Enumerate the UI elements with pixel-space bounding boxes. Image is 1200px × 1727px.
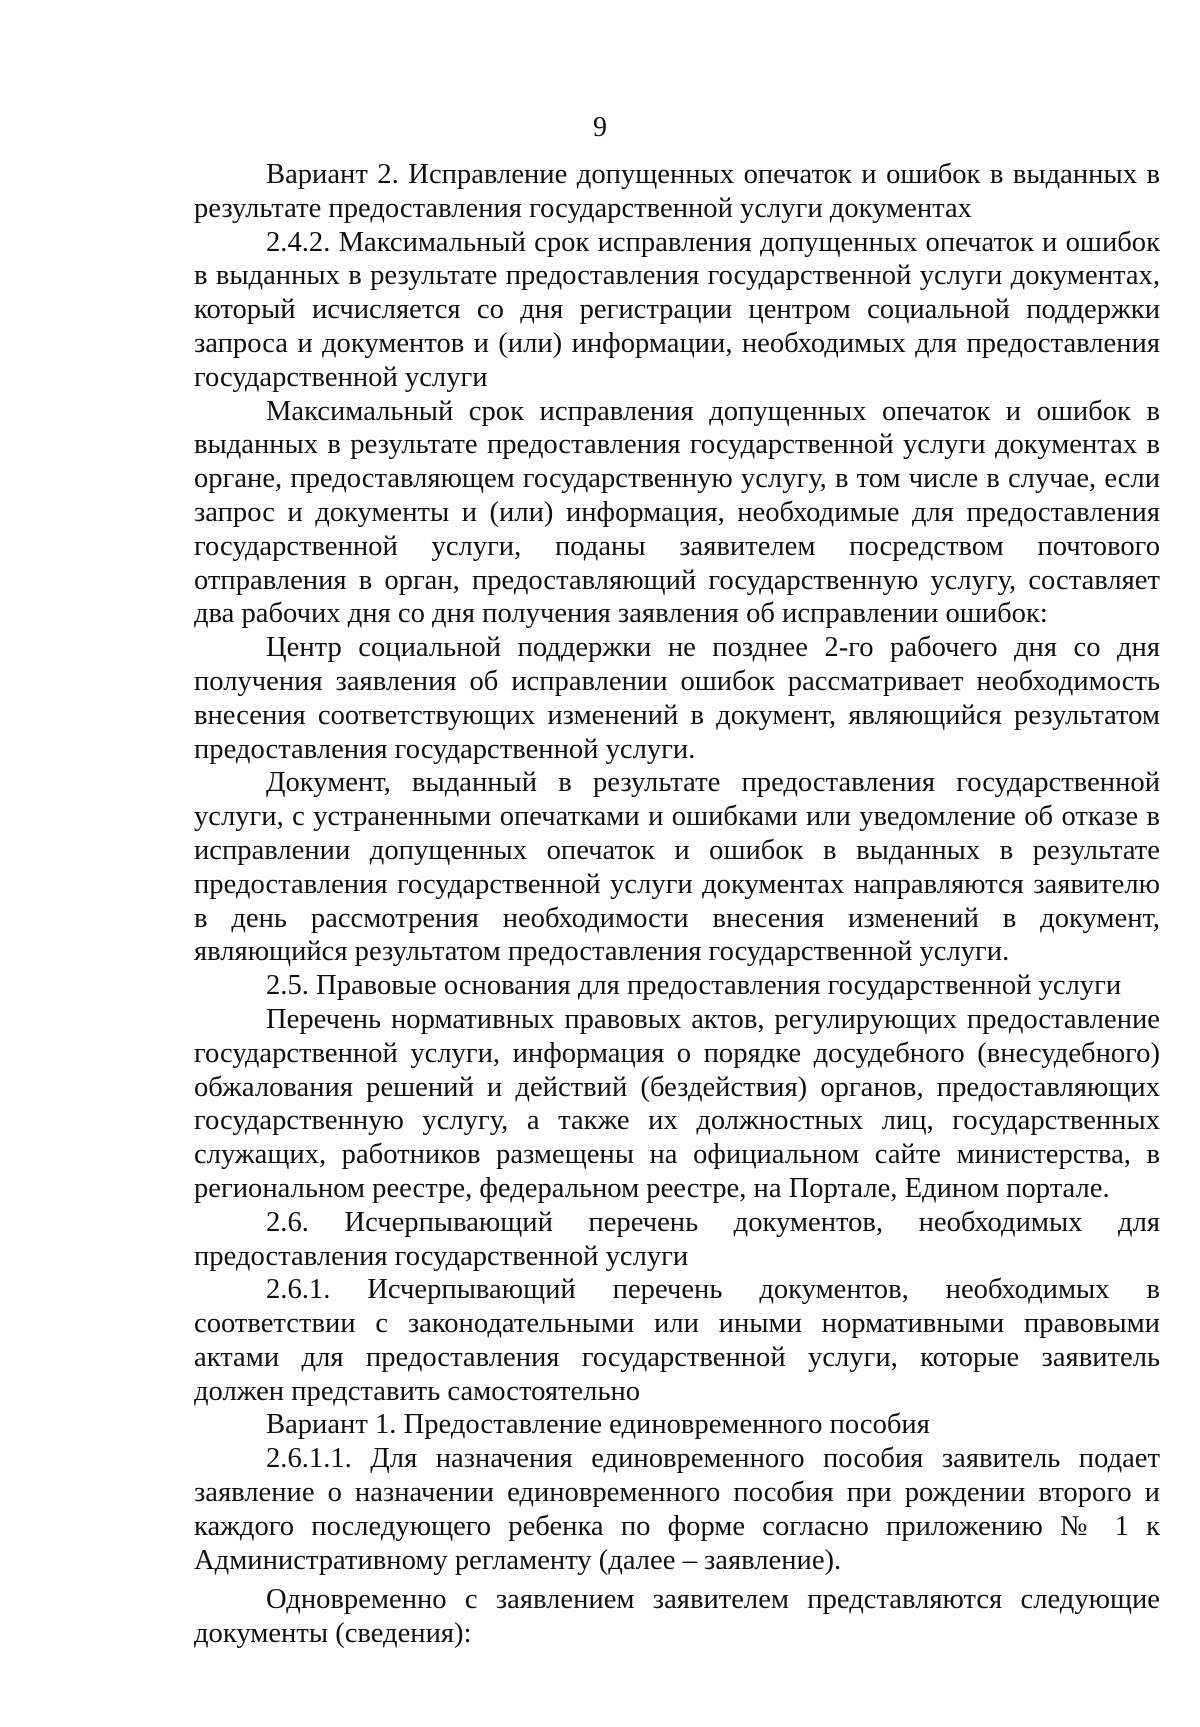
paragraph-legal-acts: Перечень нормативных правовых актов, регулирующих предоставление государственной услуги, информация о порядке досудебного (внесудебного) обжалования решений и действий (бездействия) органов, предоставляющих государственную услугу, а также их должностных лиц, государственных служащих, работников размещены на официальном сайте министерства, в региональном реестре, федеральном реестре, на Портале, Едином портале.	[194, 1003, 1160, 1204]
paragraph-documents-list-intro: Одновременно с заявлением заявителем представляются следующие документы (сведения):	[194, 1584, 1160, 1650]
paragraph-variant-1-heading: Вариант 1. Предоставление единовременного пособия	[266, 1409, 930, 1441]
paragraph-2-6-heading: 2.6. Исчерпывающий перечень документов, необходимых для предоставления государственной услуги	[194, 1206, 1160, 1272]
paragraph-2-6-1-1: 2.6.1.1. Для назначения единовременного пособия заявитель подает заявление о назначении единовременного пособия при рождении второго и каждого последующего ребенка по форме согласно приложению № 1 к Административному регламенту (далее – заявление).	[194, 1443, 1160, 1576]
paragraph-max-term: Максимальный срок исправления допущенных опечаток и ошибок в выданных в результате предоставления государственной услуги документах в органе, предоставляющем государственную услугу, в том числе в случае, если запрос и документы и (или) информация, необходимые для предоставления государственной услуги, поданы заявителем посредством почтового отправления в орган, предоставляющий государственную услугу, составляет два рабочих дня со дня получения заявления об исправлении ошибок:	[194, 395, 1160, 630]
document-body	[194, 158, 1160, 1651]
page-number: 9	[593, 112, 607, 143]
paragraph-support-center: Центр социальной поддержки не позднее 2-го рабочего дня со дня получения заявления об исправлении ошибок рассматривает необходимость внесения соответствующих изменений в документ, являющийся результатом предоставления государственной услуги.	[194, 632, 1160, 765]
paragraph-issued-document: Документ, выданный в результате предоставления государственной услуги, с устраненными опечатками и ошибками или уведомление об отказе в исправлении допущенных опечаток и ошибок в выданных в результате предоставления государственной услуги документах направляются заявителю в день рассмотрения необходимости внесения изменений в документ, являющийся результатом предоставления государственной услуги.	[194, 767, 1160, 968]
paragraph-2-6-1: 2.6.1. Исчерпывающий перечень документов, необходимых в соответствии с законодательными или иными нормативными правовыми актами для предоставления государственной услуги, которые заявитель должен представить самостоятельно	[194, 1274, 1160, 1407]
paragraph-2-5-heading: 2.5. Правовые основания для предоставления государственной услуги	[266, 970, 1122, 1002]
paragraph-2-4-2: 2.4.2. Максимальный срок исправления допущенных опечаток и ошибок в выданных в результате предоставления государственной услуги документах, который исчисляется со дня регистрации центром социальной поддержки запроса и документов и (или) информации, необходимых для предоставления государственной услуги	[194, 226, 1160, 393]
paragraph-variant-2-heading: Вариант 2. Исправление допущенных опечаток и ошибок в выданных в результате предоставления государственной услуги документах	[194, 159, 1160, 224]
